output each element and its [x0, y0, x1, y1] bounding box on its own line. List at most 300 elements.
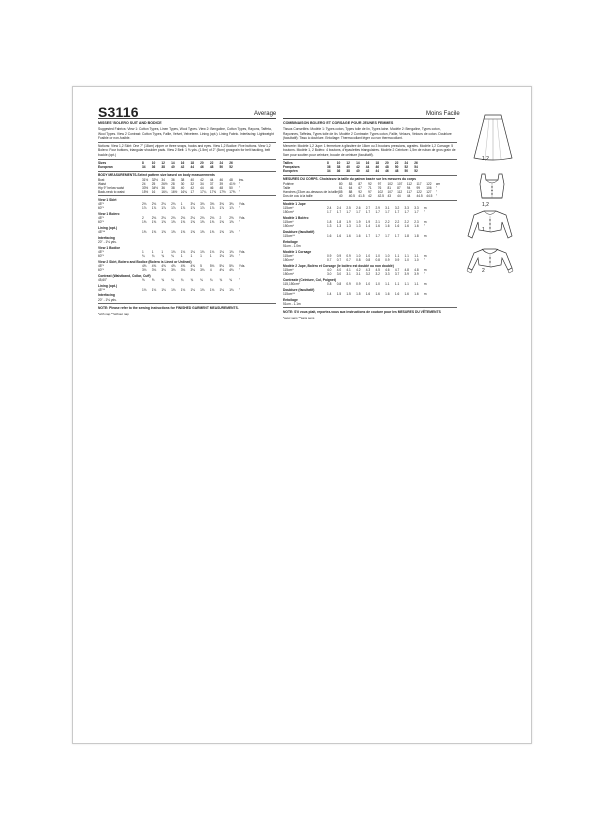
unit-cell: ": [238, 277, 241, 282]
value-cell: 4.3: [365, 268, 371, 273]
value-cell: 4.1: [346, 268, 351, 273]
english-title: MISSES' BOLERO SUIT AND BODICE: [98, 121, 162, 125]
value-cell: 3.1: [356, 272, 361, 277]
value-cell: ¾: [229, 277, 232, 282]
row-label: 45"*: [98, 249, 104, 254]
value-cell: 40: [339, 193, 343, 198]
value-cell: 32: [190, 181, 194, 186]
value-cell: 1⅛: [171, 249, 176, 254]
french-size-cell: 44: [365, 165, 370, 170]
value-cell: 1⅝: [219, 230, 224, 235]
value-cell: 1⅝: [219, 220, 224, 225]
yardage-table: [283, 244, 431, 248]
value-cell: 1.7: [327, 210, 332, 215]
value-cell: [405, 244, 415, 248]
value-cell: 3.2: [394, 206, 400, 211]
row-label: 45"*: [98, 263, 104, 268]
value-cell: 1.3: [356, 224, 361, 229]
value-cell: 34: [200, 181, 204, 186]
row-label: Dos de cou à la taille: [283, 193, 313, 198]
value-cell: 2⅛: [209, 216, 215, 221]
value-cell: 1⅞: [219, 206, 224, 211]
value-cell: [161, 240, 171, 244]
yardage-heading: Modèle 1 Jupe: [283, 202, 306, 207]
european-size-cell: 50: [219, 165, 224, 170]
value-cell: 2.4: [327, 206, 332, 211]
value-cell: 1: [142, 249, 144, 254]
yardage-heading: Lining (opt.): [98, 283, 118, 288]
value-cell: 4.8: [404, 268, 409, 273]
value-cell: 4⅝: [161, 263, 166, 268]
tailles-label: Tailles: [283, 161, 293, 166]
value-cell: 1.6: [404, 291, 409, 296]
unit-cell: m: [423, 291, 427, 296]
value-cell: 1⅛: [229, 249, 234, 254]
unit-cell: [424, 302, 431, 306]
value-cell: 1.1: [414, 282, 419, 287]
row-label: 20" - 1⅛ yds.: [98, 240, 117, 245]
value-cell: 1⅛: [229, 287, 234, 292]
unit-cell: m: [423, 234, 427, 239]
value-cell: [171, 298, 181, 302]
unit-cell: ": [423, 210, 426, 215]
value-cell: 1.6: [375, 291, 380, 296]
value-cell: 5: [200, 263, 202, 268]
value-cell: 42: [190, 185, 194, 190]
value-cell: 44.5: [426, 193, 433, 198]
unit-cell: ": [238, 181, 241, 186]
value-cell: ¾: [219, 277, 223, 282]
unit-cell: Yds.: [238, 216, 246, 221]
value-cell: 1.7: [385, 234, 390, 239]
bolero-view-2-technical-drawing: [466, 246, 514, 276]
french-body-heading: MESURES DU CORPS. Choisissez la taille du patron basée sur les mesures du corps: [283, 177, 417, 182]
value-cell: 5⅛: [229, 263, 234, 268]
value-cell: 1⅛: [209, 249, 215, 254]
value-cell: 1.6: [375, 224, 380, 229]
value-cell: 2⅛: [161, 202, 166, 207]
value-cell: 1⅛: [171, 287, 176, 292]
row-label: 150cm*: [283, 210, 294, 215]
value-cell: 2⅛: [161, 216, 166, 221]
value-cell: 31½: [142, 177, 149, 182]
value-cell: 17: [190, 189, 194, 194]
unit-cell: ": [423, 272, 426, 277]
value-cell: [385, 244, 395, 248]
yardage-heading: Contrast (Waistband, Collar, Cuff): [98, 273, 151, 278]
value-cell: 1: [180, 254, 183, 259]
unit-cell: Yds.: [238, 249, 246, 254]
value-cell: 107: [397, 181, 403, 186]
value-cell: 0.9: [394, 258, 400, 263]
value-cell: 1.6: [346, 234, 351, 239]
row-label: Back-neck to waist: [98, 189, 125, 194]
row-label: 20" - 1⅛ yds.: [98, 297, 117, 302]
row-label: Hip 9" below waist: [98, 185, 124, 190]
value-cell: 1⅝: [142, 220, 147, 225]
value-cell: 1.0: [375, 282, 380, 287]
european-size-cell: 36: [151, 165, 156, 170]
unit-cell: ": [435, 193, 438, 198]
value-cell: 83: [348, 181, 353, 186]
size-cell: 14: [171, 161, 175, 166]
unit-cell: m: [423, 206, 427, 211]
size-cell: 10: [336, 161, 341, 166]
row-label: 60"*: [98, 220, 104, 225]
value-cell: 1⅝: [180, 220, 186, 225]
size-cell: 8: [142, 161, 144, 166]
value-cell: 1⅞: [190, 206, 195, 211]
table-row: [283, 258, 431, 262]
sizes-label: Sizes: [98, 161, 107, 166]
value-cell: 1.6: [365, 291, 371, 296]
value-cell: 2.2: [385, 220, 390, 225]
value-cell: 1⅝: [229, 230, 234, 235]
value-cell: 2⅛: [171, 216, 176, 221]
english-fabrics: Suggested Fabrics: View 1: Cotton Types, Linen Types, Wool Types. View 2: Bengaline, Cotton Types, Rayons, Taffeta, Wool Types. View 2 Contrast: Cotton Types, Faille, Velvet, Velveteen. Lining (opt.): Lining Fabric. Interfacing: Lightweight Fusible or non-fusible.: [98, 127, 274, 140]
yardage-heading: Interfacing: [98, 293, 115, 298]
value-cell: 2⅛: [171, 202, 176, 207]
value-cell: 3⅛: [190, 202, 195, 207]
yardage-heading: View 1 Bolero: [98, 211, 120, 216]
value-cell: 1.0: [385, 254, 390, 259]
value-cell: 1⅝: [200, 220, 205, 225]
value-cell: 1⅝: [171, 230, 176, 235]
value-cell: [405, 302, 415, 306]
english-notions: Notions: View 1,2 Skirt: One 7" (18cm) zipper or three snaps, hooks and eyes. View 1,2 Bodice: Five buttons. View 1,2 Bolero: Four buttons, triangular shoulder pads. View 2 Belt: 1 ⅝ yds. (1.5m) of 2" (5cm) grosgrain for belt backing, belt buckle (opt.): [98, 144, 271, 157]
value-cell: 1⅞: [171, 206, 176, 211]
size-cell: 26: [414, 161, 418, 166]
size-cell: 24: [219, 161, 224, 166]
size-cell: 10: [151, 161, 156, 166]
yardage-table: [283, 206, 431, 214]
value-cell: 3⅛: [142, 268, 147, 273]
value-cell: [366, 302, 376, 306]
value-cell: ¾: [161, 254, 165, 259]
value-cell: 1.0: [375, 254, 380, 259]
french-footnote: *avec sens **sans sens: [283, 315, 315, 320]
value-cell: 40: [190, 177, 194, 182]
value-cell: 3.0: [336, 272, 342, 277]
value-cell: 0.9: [346, 282, 351, 287]
yardage-table: [98, 240, 246, 244]
row-label: 115cm*: [283, 206, 294, 211]
value-cell: 1.6: [394, 291, 400, 296]
value-cell: 0.8: [375, 258, 380, 263]
value-cell: 1.7: [336, 210, 342, 215]
value-cell: 3⅛: [161, 268, 166, 273]
yardage-table: [283, 268, 431, 276]
french-size-cell: 38: [336, 165, 341, 170]
french-body-table: [283, 182, 443, 198]
value-cell: 44: [406, 193, 411, 198]
yardage-heading: View 1 Bodice: [98, 245, 121, 250]
value-cell: 3.9: [414, 272, 419, 277]
value-cell: 4.0: [327, 268, 332, 273]
value-cell: [190, 240, 200, 244]
value-cell: 2.5: [346, 206, 351, 211]
bodice-technical-drawing: [474, 170, 510, 204]
value-cell: 1⅞: [200, 206, 205, 211]
unit-cell: ": [238, 254, 241, 259]
value-cell: 1⅝: [190, 230, 195, 235]
value-cell: 1: [151, 249, 154, 254]
value-cell: 0.8: [356, 258, 361, 263]
value-cell: 1.6: [414, 224, 419, 229]
pattern-number: S3116: [98, 104, 139, 120]
value-cell: 3.3: [414, 206, 419, 211]
difficulty-english: Average: [254, 111, 277, 117]
value-cell: 102: [387, 181, 393, 186]
europeen-label: Européen: [283, 169, 298, 174]
value-cell: 2: [219, 216, 222, 221]
table-row: [283, 224, 431, 228]
yardage-heading: Interfacing: [98, 235, 115, 240]
value-cell: 4⅝: [151, 263, 157, 268]
european-size-cell: 46: [385, 169, 389, 174]
value-cell: 117: [416, 181, 422, 186]
table-row: [98, 220, 246, 224]
value-cell: 3.2: [375, 272, 380, 277]
yardage-heading: Modèle 2 Jupe, Boléro et Corsage (le boléro est doublé ou non doublé): [283, 263, 394, 268]
size-cell: 26: [229, 161, 233, 166]
value-cell: 1.7: [414, 210, 419, 215]
value-cell: 1⅝: [151, 230, 157, 235]
english-column: [98, 121, 276, 317]
value-cell: 0.8: [336, 282, 342, 287]
value-cell: [356, 302, 366, 306]
value-cell: [375, 244, 385, 248]
european-size-cell: 48: [209, 165, 214, 170]
european-label: European: [98, 165, 113, 170]
value-cell: 1⅛: [219, 287, 224, 292]
english-body-heading: BODY MEASUREMENTS-Select pattern size based on body measurements: [98, 173, 215, 178]
row-label: 45"*: [98, 216, 104, 221]
value-cell: [346, 244, 356, 248]
value-cell: 32½: [151, 177, 158, 182]
unit-cell: [239, 298, 246, 302]
value-cell: 3⅛: [200, 202, 205, 207]
unit-cell: ": [423, 224, 426, 229]
french-size-cell: 50: [394, 165, 399, 170]
value-cell: 1⅝: [209, 220, 215, 225]
value-cell: 1⅞: [180, 206, 186, 211]
value-cell: 33½: [142, 185, 149, 190]
value-cell: 2⅛: [190, 216, 195, 221]
size-cell: 24: [404, 161, 409, 166]
value-cell: 17⅜: [209, 189, 217, 194]
value-cell: [161, 298, 171, 302]
value-cell: ¾: [171, 254, 174, 259]
row-label: 45,60": [98, 277, 108, 282]
value-cell: 4.2: [356, 268, 361, 273]
value-cell: 44: [200, 185, 204, 190]
european-size-cell: 52: [414, 169, 418, 174]
value-cell: 3.9: [404, 272, 409, 277]
table-row: [283, 210, 431, 214]
value-cell: 1⅝: [180, 230, 186, 235]
size-cell: 20: [385, 161, 389, 166]
value-cell: 28: [171, 181, 175, 186]
value-cell: 1.6: [404, 224, 409, 229]
value-cell: ¾: [142, 254, 145, 259]
size-cell: 14: [356, 161, 360, 166]
skirt-technical-drawing: [468, 112, 518, 164]
row-label: Poitrine: [283, 181, 294, 186]
value-cell: 4.8: [414, 268, 419, 273]
size-cell: 16: [365, 161, 370, 166]
value-cell: 1⅛: [219, 254, 224, 259]
value-cell: 0.9: [346, 254, 351, 259]
header-rule-english: [98, 118, 276, 119]
value-cell: 1⅞: [142, 206, 147, 211]
value-cell: 50: [229, 185, 233, 190]
yardage-heading: Modèle 1 Corsage: [283, 249, 312, 254]
value-cell: 24: [142, 181, 146, 186]
value-cell: 1⅛: [142, 287, 147, 292]
value-cell: 97: [377, 181, 382, 186]
value-cell: [142, 240, 152, 244]
row-label: 115cm**: [283, 234, 295, 239]
value-cell: ¾: [171, 277, 174, 282]
value-cell: 4⅝: [190, 263, 195, 268]
value-cell: 4.5: [375, 268, 380, 273]
value-cell: 1: [209, 254, 212, 259]
european-size-cell: 46: [200, 165, 204, 170]
value-cell: 2.9: [375, 206, 380, 211]
unit-cell: Yds.: [238, 202, 246, 207]
value-cell: 3.2: [365, 272, 371, 277]
value-cell: [395, 244, 405, 248]
row-label: 150cm*: [283, 272, 294, 277]
value-cell: 1.1: [414, 254, 419, 259]
row-label: 45"**: [98, 230, 106, 235]
yardage-heading: Contraste (Ceinture, Col, Poignet): [283, 277, 336, 282]
value-cell: 1: [180, 202, 183, 207]
value-cell: 16¼: [161, 189, 168, 194]
value-cell: 122: [416, 189, 422, 194]
value-cell: 1⅞: [209, 206, 215, 211]
value-cell: 61: [339, 185, 343, 190]
value-cell: 4: [209, 268, 212, 273]
value-cell: 30: [180, 181, 185, 186]
value-cell: 1: [200, 254, 202, 259]
bolero-view-2-label: 2: [482, 268, 485, 274]
row-label: Taille: [283, 185, 291, 190]
value-cell: 1: [190, 254, 193, 259]
value-cell: 3⅛: [171, 268, 176, 273]
french-title: COMBINAISON BOLERO ET CORSAGE POUR JEUNES FEMMES: [283, 121, 394, 125]
yardage-heading: Doublure (facultatif): [283, 230, 315, 234]
value-cell: ¾: [200, 277, 203, 282]
value-cell: 1.7: [365, 234, 371, 239]
value-cell: 112: [397, 189, 403, 194]
value-cell: ¾: [180, 277, 184, 282]
french-size-cell: 40: [346, 165, 350, 170]
row-label: Bust: [98, 177, 105, 182]
value-cell: 2.2: [404, 220, 409, 225]
table-row: [98, 278, 246, 282]
value-cell: [181, 298, 191, 302]
value-cell: 99: [416, 185, 421, 190]
value-cell: 112: [406, 181, 412, 186]
value-cell: 1.4: [365, 224, 371, 229]
french-size-table: [283, 161, 431, 173]
unit-cell: ": [423, 258, 426, 263]
value-cell: 3.0: [327, 272, 332, 277]
value-cell: 4.7: [394, 268, 400, 273]
french-column: [283, 121, 457, 322]
value-cell: 16½: [171, 189, 178, 194]
value-cell: 117: [406, 189, 412, 194]
value-cell: 127: [426, 189, 432, 194]
english-footnote: *with nap **without nap: [98, 311, 129, 316]
value-cell: 0.9: [336, 254, 342, 259]
yardage-table: [98, 278, 246, 282]
size-cell: 18: [375, 161, 379, 166]
table-row: [283, 234, 431, 238]
table-row: [98, 190, 246, 194]
value-cell: ⅝: [151, 277, 155, 282]
value-cell: 4⅛: [229, 268, 234, 273]
value-cell: 1.5: [346, 291, 351, 296]
value-cell: [220, 298, 230, 302]
french-size-cell: 48: [385, 165, 389, 170]
value-cell: 1.7: [346, 210, 351, 215]
value-cell: 88: [348, 189, 353, 194]
value-cell: 1⅝: [151, 220, 157, 225]
yardage-table: [98, 202, 246, 210]
value-cell: 26½: [161, 181, 168, 186]
english-body-table: [98, 178, 246, 194]
european-size-cell: 40: [171, 165, 175, 170]
value-cell: 15½: [142, 189, 149, 194]
european-size-cell: 42: [365, 169, 370, 174]
yardage-table: [283, 220, 431, 228]
value-cell: [190, 298, 200, 302]
value-cell: 48: [219, 185, 224, 190]
value-cell: [337, 302, 347, 306]
value-cell: 1.5: [336, 291, 342, 296]
value-cell: 1.9: [365, 220, 371, 225]
value-cell: [395, 302, 405, 306]
value-cell: 87: [358, 181, 362, 186]
unit-cell: ": [238, 230, 241, 235]
yardage-table: [283, 234, 431, 238]
unit-cell: ins.: [238, 177, 244, 182]
european-size-cell: 42: [180, 165, 185, 170]
value-cell: 41.5: [358, 193, 365, 198]
size-cell: 12: [346, 161, 350, 166]
value-cell: 5⅛: [209, 263, 215, 268]
value-cell: 1⅞: [151, 206, 157, 211]
value-cell: 36: [171, 177, 175, 182]
row-label: 45"**: [98, 287, 106, 292]
value-cell: 71: [368, 185, 372, 190]
unit-cell: ": [238, 220, 241, 225]
european-size-cell: 52: [229, 165, 233, 170]
value-cell: 3⅜: [219, 202, 224, 207]
value-cell: ¾: [209, 277, 213, 282]
value-cell: 1⅝: [142, 230, 147, 235]
value-cell: 2.3: [414, 220, 419, 225]
size-cell: 16: [180, 161, 185, 166]
row-label: 150cm*: [283, 258, 294, 263]
european-size-cell: 36: [336, 169, 341, 174]
value-cell: 42: [368, 193, 372, 198]
value-cell: [385, 302, 395, 306]
value-cell: 1.8: [336, 220, 342, 225]
